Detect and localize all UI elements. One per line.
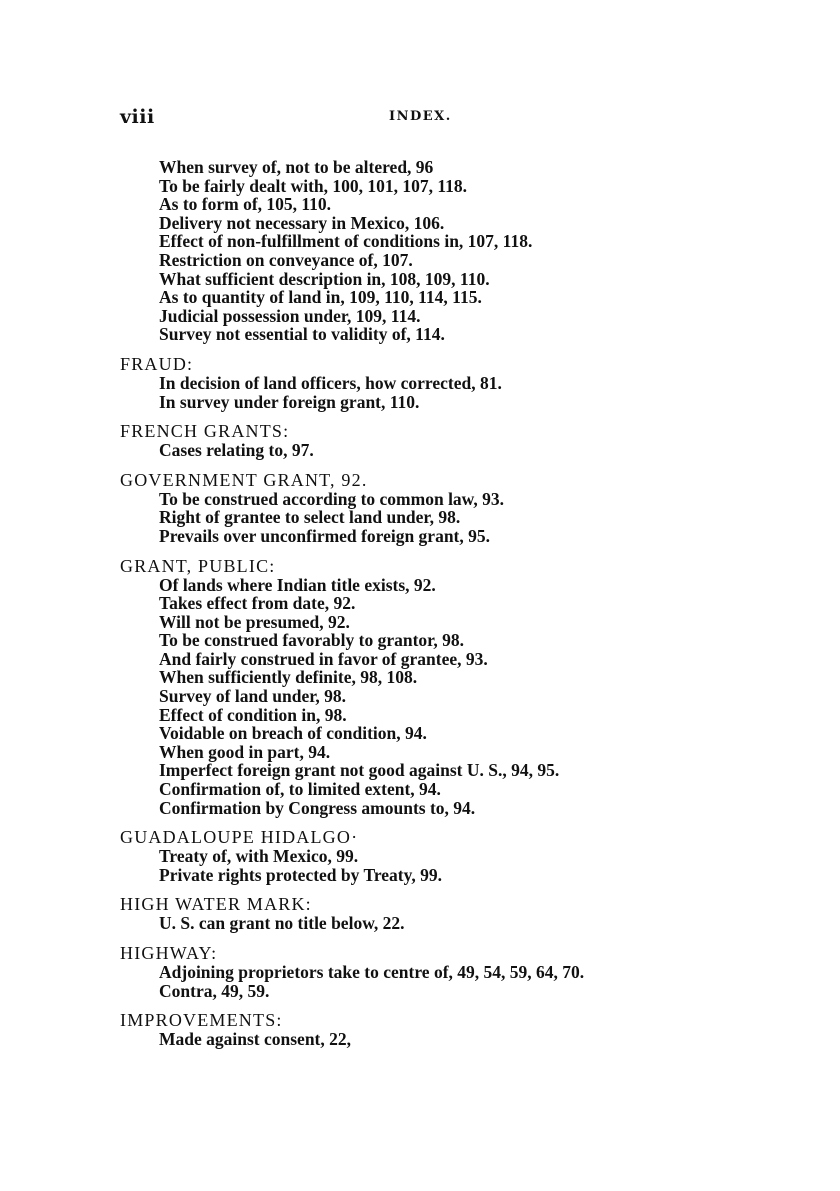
index-entry: Effect of condition in, 98. — [159, 704, 347, 725]
index-list — [120, 158, 760, 1049]
index-entry: Confirmation of, to limited extent, 94. — [159, 779, 441, 800]
index-heading: FRAUD: — [120, 353, 194, 374]
index-entry: Voidable on breach of condition, 94. — [159, 723, 427, 744]
index-entry: Contra, 49, 59. — [159, 980, 270, 1001]
page-header — [120, 106, 720, 130]
index-entry: Will not be presumed, 92. — [159, 611, 350, 632]
index-entry: Survey of land under, 98. — [159, 686, 347, 707]
index-entry: Of lands where Indian title exists, 92. — [159, 574, 436, 595]
index-section — [120, 1011, 760, 1049]
index-entry: Right of grantee to select land under, 98. — [159, 507, 461, 528]
index-section — [120, 557, 760, 818]
index-entry: In decision of land officers, how corrected, 81. — [159, 372, 502, 393]
index-entry: To be construed favorably to grantor, 98. — [159, 630, 464, 651]
index-entry: Prevails over unconfirmed foreign grant, 95. — [159, 525, 491, 546]
index-heading: IMPROVEMENTS: — [120, 1010, 283, 1031]
index-section — [120, 895, 760, 933]
index-heading: GOVERNMENT GRANT, 92. — [120, 469, 368, 490]
index-entry: Treaty of, with Mexico, 99. — [159, 846, 359, 867]
index-heading: GRANT, PUBLIC: — [120, 555, 276, 576]
index-entry: Cases relating to, 97. — [159, 440, 314, 461]
index-section — [120, 944, 760, 1000]
index-heading: GUADALOUPE HIDALGO· — [120, 827, 359, 848]
index-entry: Imperfect foreign grant not good against U. S., 94, 95. — [159, 760, 560, 781]
index-entry: Effect of non-fulfillment of conditions in, 107, 118. — [159, 231, 533, 252]
index-entry: Confirmation by Congress amounts to, 94. — [159, 797, 476, 818]
page-number: viii — [120, 106, 155, 128]
index-entry: Restriction on conveyance of, 107. — [159, 249, 413, 270]
index-entry: What sufficient description in, 108, 109, 110. — [159, 268, 490, 289]
index-entry: In survey under foreign grant, 110. — [159, 391, 420, 412]
index-heading: FRENCH GRANTS: — [120, 421, 290, 442]
index-entry: To be construed according to common law, 93. — [159, 488, 504, 509]
index-heading: HIGH WATER MARK: — [120, 894, 312, 915]
index-entry: Adjoining proprietors take to centre of, 49, 54, 59, 64, 70. — [159, 962, 585, 982]
index-entry: When survey of, not to be altered, 96 — [159, 157, 434, 177]
index-section — [120, 828, 760, 884]
index-entry: As to form of, 105, 110. — [159, 194, 332, 215]
index-entry: When sufficiently definite, 98, 108. — [159, 667, 418, 688]
index-entry: Private rights protected by Treaty, 99. — [159, 864, 443, 885]
running-title: INDEX. — [389, 109, 452, 124]
index-entry: Takes effect from date, 92. — [159, 593, 356, 614]
index-section — [120, 158, 760, 344]
index-section — [120, 422, 760, 460]
index-entry: Survey not essential to validity of, 114. — [159, 324, 445, 345]
index-entry: As to quantity of land in, 109, 110, 114, 115. — [159, 287, 482, 308]
index-entry: To be fairly dealt with, 100, 101, 107, 118. — [159, 175, 468, 196]
index-entry: Judicial possession under, 109, 114. — [159, 305, 421, 326]
index-entry: U. S. can grant no title below, 22. — [159, 913, 405, 934]
index-section — [120, 355, 760, 411]
index-entry: Delivery not necessary in Mexico, 106. — [159, 212, 445, 233]
index-entry: Made against consent, 22, — [159, 1029, 352, 1050]
index-section — [120, 471, 760, 546]
index-entry: When good in part, 94. — [159, 741, 331, 762]
index-heading: HIGHWAY: — [120, 943, 218, 963]
index-entry: And fairly construed in favor of grantee, 93. — [159, 648, 488, 669]
